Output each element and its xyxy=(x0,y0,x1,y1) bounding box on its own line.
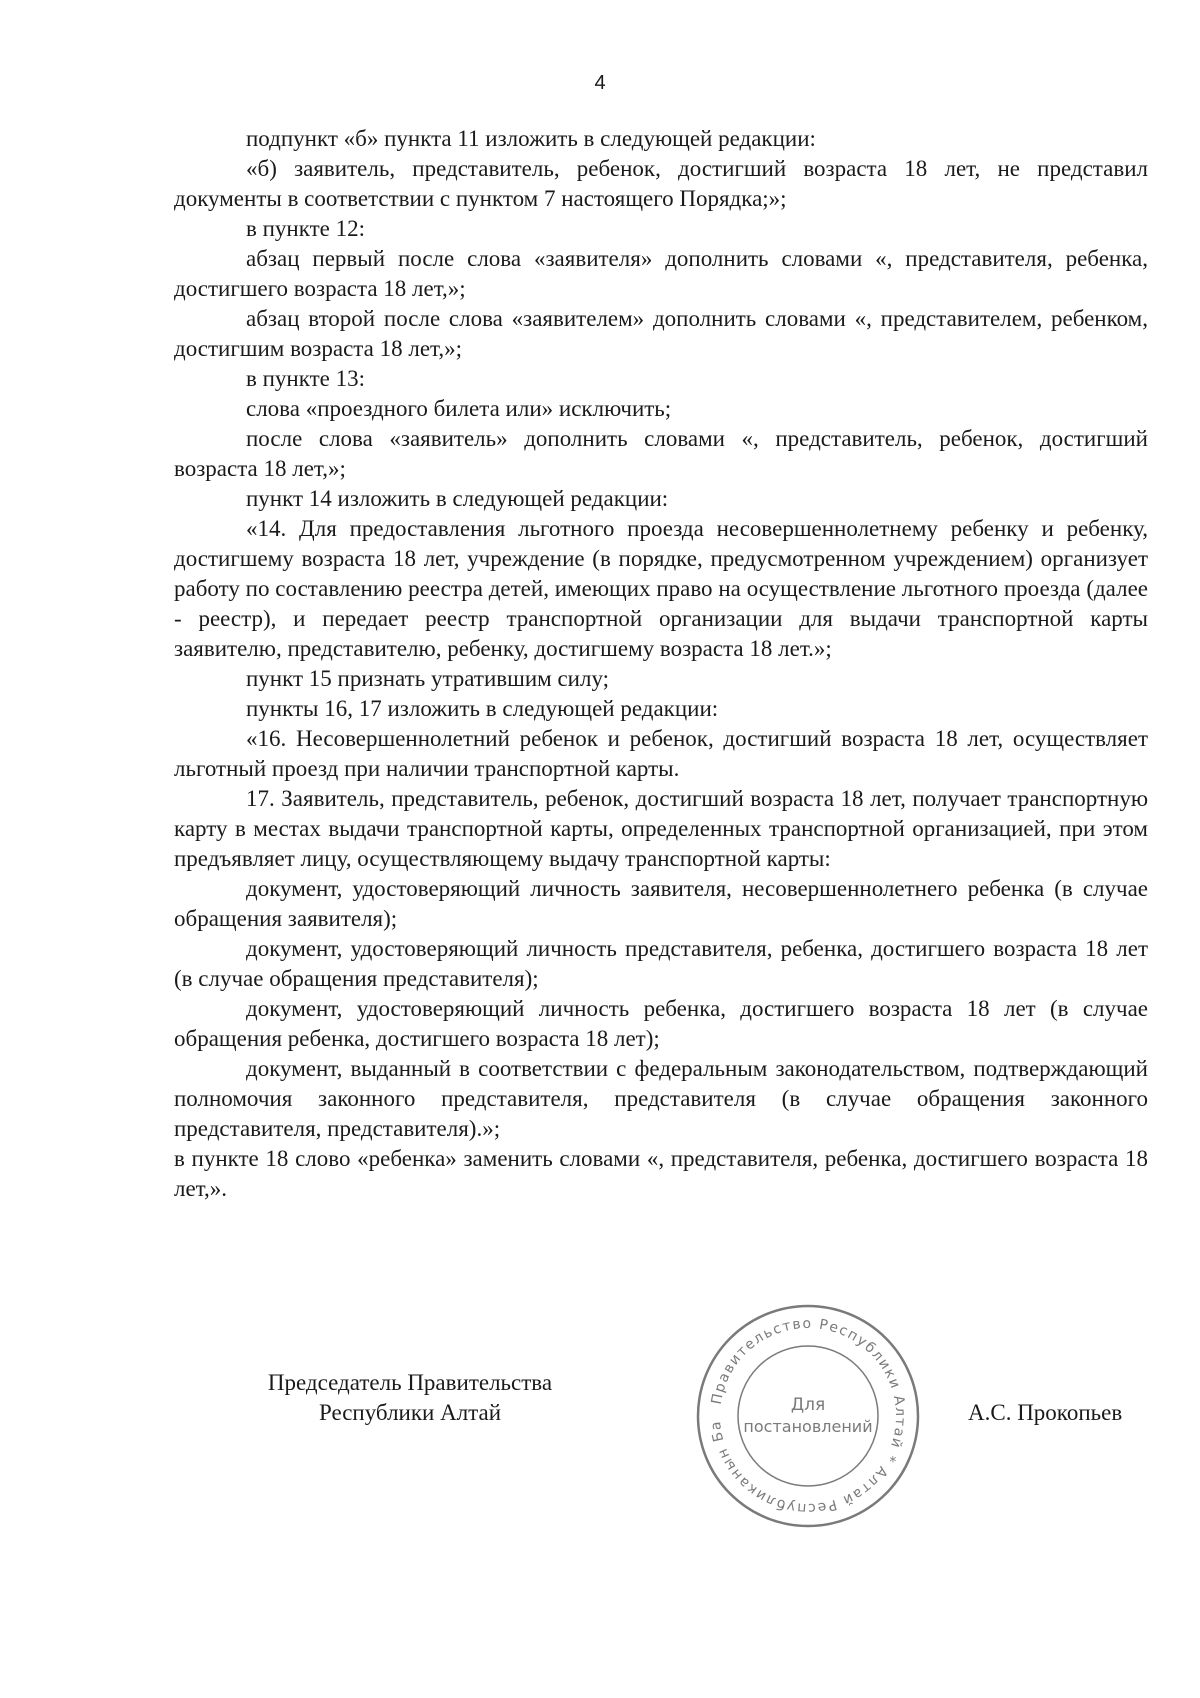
paragraph: слова «проездного билета или» исключить; xyxy=(246,396,672,421)
seal-graphic xyxy=(692,1300,924,1532)
official-seal-stamp xyxy=(692,1300,924,1532)
seal-outer-ring xyxy=(698,1306,918,1526)
paragraph: пункт 15 признать утратившим силу; xyxy=(246,666,610,691)
paragraph: пункты 16, 17 изложить в следующей редакции: xyxy=(246,696,719,721)
paragraph: в пункте 13: xyxy=(246,366,365,391)
paragraph: абзац второй после слова «заявителем» дополнить словами «, представителем, ребенком, достигшим возраста 18 лет,»; xyxy=(174,306,1148,361)
seal-outer-text: Правительство Республики Алтай * Алтай Республиканын Ба xyxy=(707,1315,909,1517)
signatory-name: А.С. Прокопьев xyxy=(968,1400,1123,1425)
paragraph: документ, удостоверяющий личность заявителя, несовершеннолетнего ребенка (в случае обращения заявителя); xyxy=(174,876,1148,931)
document-body xyxy=(174,124,1148,1204)
page-number: 4 xyxy=(594,72,606,94)
paragraph: документ, выданный в соответствии с федеральным законодательством, подтверждающий полномочия законного представителя, представителя (в случае обращения законного представителя, представителя).»; xyxy=(174,1056,1148,1141)
seal-center-line-1: Для xyxy=(790,1395,826,1415)
paragraph-final: в пункте 18 слово «ребенка» заменить словами «, представителя, ребенка, достигшего возраста 18 лет,». xyxy=(174,1146,1148,1201)
paragraph: «16. Несовершеннолетний ребенок и ребенок, достигший возраста 18 лет, осуществляет льготный проезд при наличии транспортной карты. xyxy=(174,726,1148,781)
seal-inner-ring xyxy=(738,1346,878,1486)
paragraph: документ, удостоверяющий личность ребенка, достигшего возраста 18 лет (в случае обращения ребенка, достигшего возраста 18 лет); xyxy=(174,996,1148,1051)
paragraph: документ, удостоверяющий личность представителя, ребенка, достигшего возраста 18 лет (в случае обращения представителя); xyxy=(174,936,1148,991)
paragraph: «14. Для предоставления льготного проезда несовершеннолетнему ребенку и ребенку, достигшему возраста 18 лет, учреждение (в порядке, предусмотренном учреждением) организует работу по составлению реестра детей, имеющих право на осуществление льготного проезда (далее - реестр), и передает реестр транспортной организации для выдачи транспортной карты заявителю, представителю, ребенку, достигшему возраста 18 лет.»; xyxy=(174,516,1148,661)
paragraph: после слова «заявитель» дополнить словами «, представитель, ребенок, достигший возраста 18 лет,»; xyxy=(174,426,1148,481)
paragraph: абзац первый после слова «заявителя» дополнить словами «, представителя, ребенка, достигшего возраста 18 лет,»; xyxy=(174,246,1148,301)
position-line-2: Республики Алтай xyxy=(318,1400,502,1425)
paragraph: 17. Заявитель, представитель, ребенок, достигший возраста 18 лет, получает транспортную карту в местах выдачи транспортной карты, определенных транспортной организацией, при этом предъявляет лицу, осуществляющему выдачу транспортной карты: xyxy=(174,786,1148,871)
signature-block xyxy=(0,1315,1200,1538)
paragraph: в пункте 12: xyxy=(246,216,365,241)
signatory-position xyxy=(230,1368,590,1428)
seal-center-line-2: постановлений xyxy=(743,1417,873,1436)
paragraph: пункт 14 изложить в следующей редакции: xyxy=(246,486,669,511)
position-line-1: Председатель Правительства xyxy=(267,1370,553,1395)
paragraph: «б) заявитель, представитель, ребенок, достигший возраста 18 лет, не представил документы в соответствии с пунктом 7 настоящего Порядка;»; xyxy=(174,156,1148,211)
paragraph: подпункт «б» пункта 11 изложить в следующей редакции: xyxy=(246,126,816,151)
